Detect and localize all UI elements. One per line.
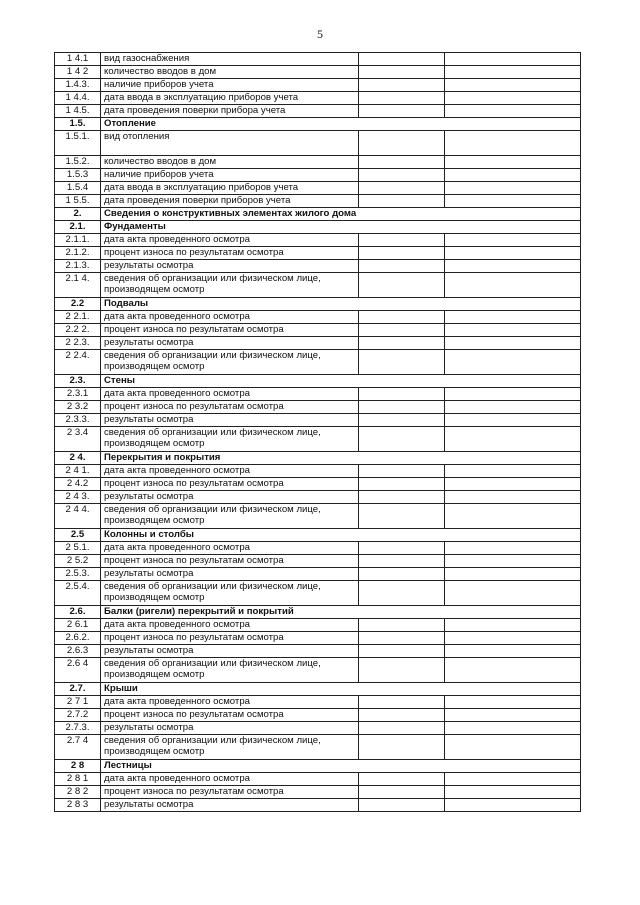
row-label: процент износа по результатам осмотра [101, 786, 359, 799]
section-title: Колонны и столбы [101, 529, 581, 542]
note-cell [445, 542, 581, 555]
row-number: 2.1.1. [55, 234, 101, 247]
table-row [55, 388, 581, 401]
table-row [55, 105, 581, 118]
table-row [55, 156, 581, 169]
row-number: 2 5.1. [55, 542, 101, 555]
section-title: Балки (ригели) перекрытий и покрытий [101, 606, 581, 619]
page-number: 5 [317, 27, 323, 41]
value-cell [359, 195, 445, 208]
table-row [55, 337, 581, 350]
section-row [55, 118, 581, 131]
value-cell [359, 619, 445, 632]
table-row [55, 491, 581, 504]
table-row [55, 555, 581, 568]
row-number: 2.6.2. [55, 632, 101, 645]
value-cell [359, 260, 445, 273]
value-cell [359, 632, 445, 645]
note-cell [445, 401, 581, 414]
row-number: 1.5.3 [55, 169, 101, 182]
row-number: 2.6 4 [55, 658, 101, 683]
value-cell [359, 465, 445, 478]
note-cell [445, 79, 581, 92]
note-cell [445, 247, 581, 260]
row-number: 2.7. [55, 683, 101, 696]
row-number: 2.1.2. [55, 247, 101, 260]
value-cell [359, 568, 445, 581]
row-number: 2 4.2 [55, 478, 101, 491]
value-cell [359, 92, 445, 105]
row-number: 1 5.5. [55, 195, 101, 208]
value-cell [359, 581, 445, 606]
note-cell [445, 555, 581, 568]
value-cell [359, 645, 445, 658]
row-label: сведения об организации или физическом лице, производящем осмотр [101, 504, 359, 529]
row-label: количество вводов в дом [101, 66, 359, 79]
row-number: 2 4 3. [55, 491, 101, 504]
row-label: сведения об организации или физическом лице, производящем осмотр [101, 658, 359, 683]
note-cell [445, 722, 581, 735]
table-row [55, 414, 581, 427]
row-number: 2. [55, 208, 101, 221]
table-row [55, 169, 581, 182]
table-row [55, 504, 581, 529]
table-row [55, 478, 581, 491]
value-cell [359, 658, 445, 683]
value-cell [359, 414, 445, 427]
note-cell [445, 169, 581, 182]
section-row [55, 208, 581, 221]
value-cell [359, 337, 445, 350]
note-cell [445, 581, 581, 606]
table-row [55, 786, 581, 799]
row-number: 2.6. [55, 606, 101, 619]
row-number: 2.1 4. [55, 273, 101, 298]
row-label: наличие приборов учета [101, 79, 359, 92]
table-row [55, 311, 581, 324]
table-row [55, 324, 581, 337]
value-cell [359, 182, 445, 195]
row-number: 2 5.2 [55, 555, 101, 568]
row-number: 2 8 1 [55, 773, 101, 786]
row-label: сведения об организации или физическом лице, производящем осмотр [101, 350, 359, 375]
row-number: 2.2 [55, 298, 101, 311]
note-cell [445, 131, 581, 156]
row-label: дата ввода в эксплуатацию приборов учета [101, 92, 359, 105]
row-number: 2 3.4 [55, 427, 101, 452]
section-row [55, 298, 581, 311]
value-cell [359, 555, 445, 568]
value-cell [359, 350, 445, 375]
row-number: 2 4 1. [55, 465, 101, 478]
note-cell [445, 105, 581, 118]
row-number: 2 8 3 [55, 799, 101, 812]
table-body [55, 53, 581, 812]
table-row [55, 350, 581, 375]
table-row [55, 542, 581, 555]
row-number: 2 2.4. [55, 350, 101, 375]
table-row [55, 247, 581, 260]
row-label: сведения об организации или физическом лице, производящем осмотр [101, 427, 359, 452]
note-cell [445, 53, 581, 66]
note-cell [445, 465, 581, 478]
row-number: 2.5.4. [55, 581, 101, 606]
note-cell [445, 478, 581, 491]
row-label: процент износа по результатам осмотра [101, 632, 359, 645]
value-cell [359, 273, 445, 298]
section-title: Лестницы [101, 760, 581, 773]
table-row [55, 619, 581, 632]
section-title: Крыши [101, 683, 581, 696]
value-cell [359, 735, 445, 760]
row-number: 2 3.2 [55, 401, 101, 414]
row-number: 1.4.3. [55, 79, 101, 92]
row-number: 2.6.3 [55, 645, 101, 658]
note-cell [445, 92, 581, 105]
row-number: 2.7.2 [55, 709, 101, 722]
table-row [55, 182, 581, 195]
table-row [55, 773, 581, 786]
row-label: дата акта проведенного осмотра [101, 388, 359, 401]
section-title: Сведения о конструктивных элементах жилого дома [101, 208, 581, 221]
row-number: 2 6.1 [55, 619, 101, 632]
value-cell [359, 786, 445, 799]
row-label: вид отопления [101, 131, 359, 156]
value-cell [359, 427, 445, 452]
row-number: 2.5 [55, 529, 101, 542]
value-cell [359, 491, 445, 504]
value-cell [359, 504, 445, 529]
section-title: Стены [101, 375, 581, 388]
note-cell [445, 414, 581, 427]
row-number: 1 4 2 [55, 66, 101, 79]
note-cell [445, 427, 581, 452]
note-cell [445, 195, 581, 208]
note-cell [445, 311, 581, 324]
row-label: сведения об организации или физическом лице, производящем осмотр [101, 735, 359, 760]
table-row [55, 696, 581, 709]
row-number: 2 2.3. [55, 337, 101, 350]
table-row [55, 273, 581, 298]
row-number: 2 7 1 [55, 696, 101, 709]
note-cell [445, 799, 581, 812]
row-label: дата акта проведенного осмотра [101, 773, 359, 786]
row-number: 2.1.3. [55, 260, 101, 273]
row-label: вид газоснабжения [101, 53, 359, 66]
row-label: дата акта проведенного осмотра [101, 696, 359, 709]
row-number: 2 2.1. [55, 311, 101, 324]
note-cell [445, 324, 581, 337]
row-number: 1.5.1. [55, 131, 101, 156]
table-row [55, 66, 581, 79]
row-label: процент износа по результатам осмотра [101, 555, 359, 568]
row-number: 2 8 [55, 760, 101, 773]
note-cell [445, 234, 581, 247]
table-row [55, 195, 581, 208]
row-number: 1.5. [55, 118, 101, 131]
table-row [55, 260, 581, 273]
row-number: 2 8 2 [55, 786, 101, 799]
section-row [55, 221, 581, 234]
note-cell [445, 773, 581, 786]
row-label: результаты осмотра [101, 414, 359, 427]
row-number: 2.3. [55, 375, 101, 388]
value-cell [359, 247, 445, 260]
table-row [55, 581, 581, 606]
section-row [55, 606, 581, 619]
row-label: дата акта проведенного осмотра [101, 311, 359, 324]
row-label: процент износа по результатам осмотра [101, 247, 359, 260]
table-row [55, 709, 581, 722]
row-label: результаты осмотра [101, 260, 359, 273]
row-label: сведения об организации или физическом лице, производящем осмотр [101, 273, 359, 298]
value-cell [359, 79, 445, 92]
value-cell [359, 478, 445, 491]
note-cell [445, 337, 581, 350]
row-number: 1 4.1 [55, 53, 101, 66]
row-label: процент износа по результатам осмотра [101, 478, 359, 491]
row-label: наличие приборов учета [101, 169, 359, 182]
row-label: результаты осмотра [101, 799, 359, 812]
house-passport-table [54, 52, 581, 812]
row-label: дата акта проведенного осмотра [101, 465, 359, 478]
row-label: результаты осмотра [101, 722, 359, 735]
table-row [55, 79, 581, 92]
table-row [55, 568, 581, 581]
table-row [55, 645, 581, 658]
note-cell [445, 491, 581, 504]
row-number: 2.2 2. [55, 324, 101, 337]
row-number: 2 4. [55, 452, 101, 465]
value-cell [359, 696, 445, 709]
value-cell [359, 53, 445, 66]
section-title: Фундаменты [101, 221, 581, 234]
value-cell [359, 388, 445, 401]
table-row [55, 632, 581, 645]
section-row [55, 375, 581, 388]
note-cell [445, 735, 581, 760]
value-cell [359, 401, 445, 414]
note-cell [445, 260, 581, 273]
row-label: количество вводов в дом [101, 156, 359, 169]
section-row [55, 529, 581, 542]
value-cell [359, 542, 445, 555]
table-row [55, 234, 581, 247]
section-title: Подвалы [101, 298, 581, 311]
note-cell [445, 786, 581, 799]
row-number: 2.1. [55, 221, 101, 234]
row-label: дата ввода в эксплуатацию приборов учета [101, 182, 359, 195]
value-cell [359, 311, 445, 324]
row-label: процент износа по результатам осмотра [101, 324, 359, 337]
row-label: результаты осмотра [101, 337, 359, 350]
table-row [55, 735, 581, 760]
table-row [55, 53, 581, 66]
row-number: 2.5.3. [55, 568, 101, 581]
row-number: 2.3.3. [55, 414, 101, 427]
row-number: 1.5.2. [55, 156, 101, 169]
row-label: процент износа по результатам осмотра [101, 709, 359, 722]
note-cell [445, 709, 581, 722]
row-label: дата акта проведенного осмотра [101, 234, 359, 247]
note-cell [445, 350, 581, 375]
table-row [55, 401, 581, 414]
table-row [55, 722, 581, 735]
table-row [55, 427, 581, 452]
table-row [55, 465, 581, 478]
row-number: 1 4.5. [55, 105, 101, 118]
value-cell [359, 722, 445, 735]
section-row [55, 760, 581, 773]
row-number: 2.7.3. [55, 722, 101, 735]
row-number: 1.5.4 [55, 182, 101, 195]
section-title: Отопление [101, 118, 581, 131]
value-cell [359, 66, 445, 79]
value-cell [359, 169, 445, 182]
note-cell [445, 632, 581, 645]
row-label: процент износа по результатам осмотра [101, 401, 359, 414]
note-cell [445, 66, 581, 79]
value-cell [359, 799, 445, 812]
row-number: 1 4.4. [55, 92, 101, 105]
note-cell [445, 182, 581, 195]
row-number: 2.3.1 [55, 388, 101, 401]
table-row [55, 658, 581, 683]
row-label: результаты осмотра [101, 645, 359, 658]
value-cell [359, 131, 445, 156]
value-cell [359, 773, 445, 786]
row-number: 2 4 4. [55, 504, 101, 529]
note-cell [445, 568, 581, 581]
table-row [55, 92, 581, 105]
value-cell [359, 709, 445, 722]
note-cell [445, 156, 581, 169]
note-cell [445, 388, 581, 401]
row-label: дата проведения поверки прибора учета [101, 105, 359, 118]
value-cell [359, 234, 445, 247]
row-label: дата акта проведенного осмотра [101, 542, 359, 555]
note-cell [445, 696, 581, 709]
section-title: Перекрытия и покрытия [101, 452, 581, 465]
row-label: результаты осмотра [101, 491, 359, 504]
table-row [55, 799, 581, 812]
row-label: дата проведения поверки приборов учета [101, 195, 359, 208]
note-cell [445, 504, 581, 529]
row-number: 2.7 4 [55, 735, 101, 760]
note-cell [445, 619, 581, 632]
row-label: дата акта проведенного осмотра [101, 619, 359, 632]
note-cell [445, 645, 581, 658]
value-cell [359, 105, 445, 118]
note-cell [445, 658, 581, 683]
row-label: результаты осмотра [101, 568, 359, 581]
value-cell [359, 156, 445, 169]
table-row [55, 131, 581, 156]
value-cell [359, 324, 445, 337]
row-label: сведения об организации или физическом лице, производящем осмотр [101, 581, 359, 606]
section-row [55, 452, 581, 465]
note-cell [445, 273, 581, 298]
section-row [55, 683, 581, 696]
